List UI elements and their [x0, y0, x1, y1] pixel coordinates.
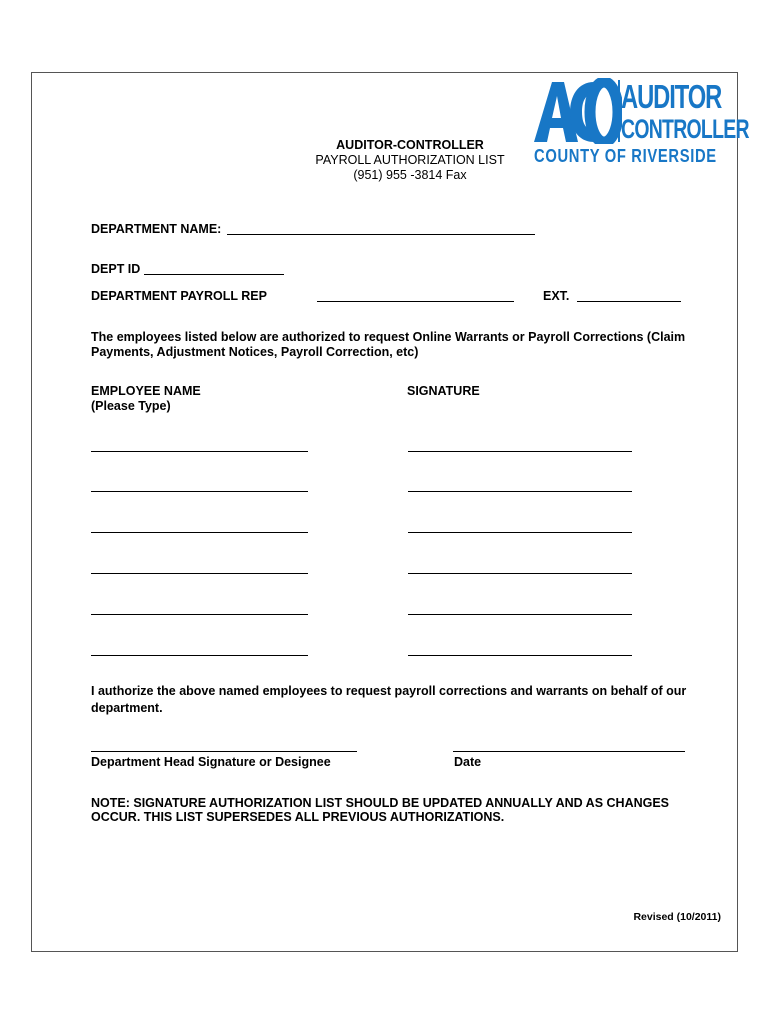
employee-name-field[interactable]: [91, 491, 308, 492]
form-subtitle: PAYROLL AUTHORIZATION LIST: [315, 153, 505, 167]
please-type-note: (Please Type): [91, 399, 171, 413]
dept-id-field[interactable]: [144, 274, 284, 275]
authorization-line-2: department.: [91, 701, 163, 715]
date-field[interactable]: [453, 751, 685, 752]
employee-name-field[interactable]: [91, 573, 308, 574]
fax-number: (951) 955 -3814 Fax: [353, 168, 467, 182]
note-line-1: NOTE: SIGNATURE AUTHORIZATION LIST SHOULD BE UPDATED ANNUALLY AND AS CHANGES: [91, 796, 670, 810]
employee-name-field[interactable]: [91, 614, 308, 615]
logo-line-auditor: AUDITOR: [621, 78, 722, 115]
employee-name-field[interactable]: [91, 655, 308, 656]
date-label: Date: [454, 755, 482, 769]
employee-name-header: EMPLOYEE NAME: [91, 384, 201, 398]
revised-date: Revised (10/2011): [633, 911, 721, 923]
ext-field[interactable]: [577, 301, 681, 302]
form-title: AUDITOR-CONTROLLER: [336, 138, 484, 152]
county-logo: [532, 78, 749, 170]
dept-id-label: DEPT ID: [91, 262, 141, 276]
employee-signature-field[interactable]: [408, 491, 632, 492]
intro-line-1: The employees listed below are authorized to request Online Warrants or Payroll Corrections (Claim: [91, 330, 686, 344]
payroll-rep-label: DEPARTMENT PAYROLL REP: [91, 289, 267, 303]
payroll-rep-field[interactable]: [317, 301, 514, 302]
employee-name-field[interactable]: [91, 451, 308, 452]
department-name-field[interactable]: [227, 234, 535, 235]
intro-line-2: Payments, Adjustment Notices, Payroll Correction, etc): [91, 345, 419, 359]
employee-signature-field[interactable]: [408, 573, 632, 574]
note-line-2: OCCUR. THIS LIST SUPERSEDES ALL PREVIOUS AUTHORIZATIONS.: [91, 810, 505, 824]
logo-divider: [618, 80, 620, 142]
employee-signature-field[interactable]: [408, 532, 632, 533]
ext-label: EXT.: [543, 289, 570, 303]
aco-logo-mark-icon: [532, 78, 622, 144]
employee-signature-field[interactable]: [408, 614, 632, 615]
logo-line-controller: CONTROLLER: [621, 114, 749, 144]
department-name-label: DEPARTMENT NAME:: [91, 222, 222, 236]
employee-signature-field[interactable]: [408, 451, 632, 452]
department-head-signature-field[interactable]: [91, 751, 357, 752]
logo-line-county: COUNTY OF RIVERSIDE: [534, 146, 717, 166]
signature-header: SIGNATURE: [407, 384, 480, 398]
employee-signature-field[interactable]: [408, 655, 632, 656]
employee-name-field[interactable]: [91, 532, 308, 533]
authorization-line-1: I authorize the above named employees to request payroll corrections and warrants on behalf of our: [91, 684, 687, 698]
department-head-signature-label: Department Head Signature or Designee: [91, 755, 331, 769]
